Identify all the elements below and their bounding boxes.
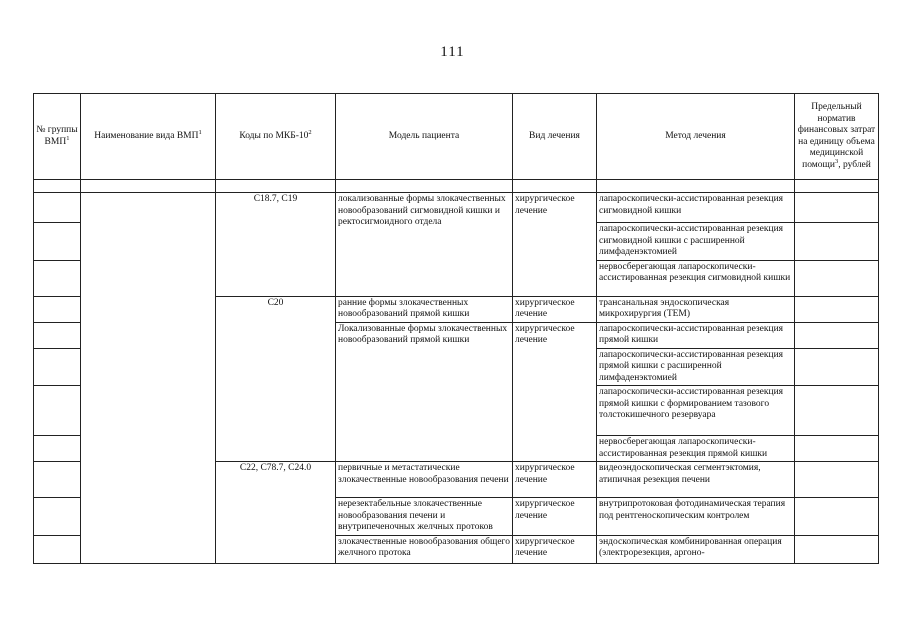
icd-codes-cell: C18.7, C19 bbox=[216, 193, 336, 297]
page-number: 111 bbox=[440, 44, 465, 60]
col-header-group-no: № группы ВМП$^1$ bbox=[34, 94, 81, 180]
treatment-type-cell: хирургическое лечение bbox=[513, 498, 597, 536]
spacer-row bbox=[34, 180, 879, 193]
treatment-method-cell: лапароскопически-ассистированная резекция прямой кишки bbox=[597, 322, 795, 348]
cost-norm-cell bbox=[795, 296, 879, 322]
cost-norm-cell bbox=[795, 260, 879, 296]
icd-codes-cell: C22, C78.7, C24.0 bbox=[216, 462, 336, 564]
cost-norm-cell bbox=[795, 386, 879, 436]
group-no-cell bbox=[34, 348, 81, 386]
col-header-cost-norm: Предельный норматив финансовых затрат на единицу объема медицинской помощи$^3$, рублей bbox=[795, 94, 879, 180]
col-header-treatment-method: Метод лечения bbox=[597, 94, 795, 180]
patient-model-cell: первичные и метастатические злокачественные новообразования печени bbox=[336, 462, 513, 498]
patient-model-cell: локализованные формы злокачественных новообразований сигмовидной кишки и ректосигмоидного отдела bbox=[336, 193, 513, 297]
treatment-type-cell: хирургическое лечение bbox=[513, 193, 597, 297]
group-no-cell bbox=[34, 322, 81, 348]
treatment-method-cell: лапароскопически-ассистированная резекция прямой кишки с расширенной лимфаденэктомией bbox=[597, 348, 795, 386]
patient-model-cell: злокачественные новообразования общего желчного протока bbox=[336, 535, 513, 563]
cost-norm-cell bbox=[795, 535, 879, 563]
cost-norm-cell bbox=[795, 322, 879, 348]
col-header-patient-model: Модель пациента bbox=[336, 94, 513, 180]
group-no-cell bbox=[34, 498, 81, 536]
icd-codes-cell: C20 bbox=[216, 296, 336, 462]
patient-model-cell: нерезектабельные злокачественные новообразования печени и внутрипеченочных желчных протоков bbox=[336, 498, 513, 536]
group-no-cell bbox=[34, 386, 81, 436]
cost-norm-cell bbox=[795, 498, 879, 536]
group-no-cell bbox=[34, 223, 81, 261]
treatment-method-cell: внутрипротоковая фотодинамическая терапия под рентгеноскопическим контролем bbox=[597, 498, 795, 536]
cost-norm-cell bbox=[795, 348, 879, 386]
treatment-method-cell: лапароскопически-ассистированная резекция сигмовидной кишки bbox=[597, 193, 795, 223]
treatment-type-cell: хирургическое лечение bbox=[513, 462, 597, 498]
patient-model-cell: ранние формы злокачественных новообразований прямой кишки bbox=[336, 296, 513, 322]
cost-norm-cell bbox=[795, 436, 879, 462]
group-no-cell bbox=[34, 462, 81, 498]
col-header-vmp-name: Наименование вида ВМП$^1$ bbox=[81, 94, 216, 180]
patient-model-cell: Локализованные формы злокачественных новообразований прямой кишки bbox=[336, 322, 513, 462]
table-body bbox=[34, 193, 879, 564]
vmp-table bbox=[33, 93, 879, 564]
treatment-method-cell: лапароскопически-ассистированная резекция прямой кишки с формированием тазового толстокишечного резервуара bbox=[597, 386, 795, 436]
treatment-type-cell: хирургическое лечение bbox=[513, 535, 597, 563]
table-row bbox=[34, 193, 879, 223]
col-header-treatment-type: Вид лечения bbox=[513, 94, 597, 180]
treatment-method-cell: эндоскопическая комбинированная операция (электрорезекция, аргоно- bbox=[597, 535, 795, 563]
treatment-type-cell: хирургическое лечение bbox=[513, 322, 597, 462]
treatment-type-cell: хирургическое лечение bbox=[513, 296, 597, 322]
col-header-icd-codes: Коды по МКБ-$10^2$ bbox=[216, 94, 336, 180]
cost-norm-cell bbox=[795, 193, 879, 223]
group-no-cell bbox=[34, 535, 81, 563]
group-no-cell bbox=[34, 296, 81, 322]
treatment-method-cell: нервосберегающая лапароскопически-ассистированная резекция прямой кишки bbox=[597, 436, 795, 462]
cost-norm-cell bbox=[795, 223, 879, 261]
treatment-method-cell: лапароскопически-ассистированная резекция сигмовидной кишки с расширенной лимфаденэктомией bbox=[597, 223, 795, 261]
group-no-cell bbox=[34, 193, 81, 223]
treatment-method-cell: трансанальная эндоскопическая микрохирургия (ТЕМ) bbox=[597, 296, 795, 322]
cost-norm-cell bbox=[795, 462, 879, 498]
vmp-name-cell bbox=[81, 193, 216, 564]
group-no-cell bbox=[34, 436, 81, 462]
treatment-method-cell: видеоэндоскопическая сегментэктомия, атипичная резекция печени bbox=[597, 462, 795, 498]
treatment-method-cell: нервосберегающая лапароскопически-ассистированная резекция сигмовидной кишки bbox=[597, 260, 795, 296]
table-header-row bbox=[34, 94, 879, 180]
group-no-cell bbox=[34, 260, 81, 296]
